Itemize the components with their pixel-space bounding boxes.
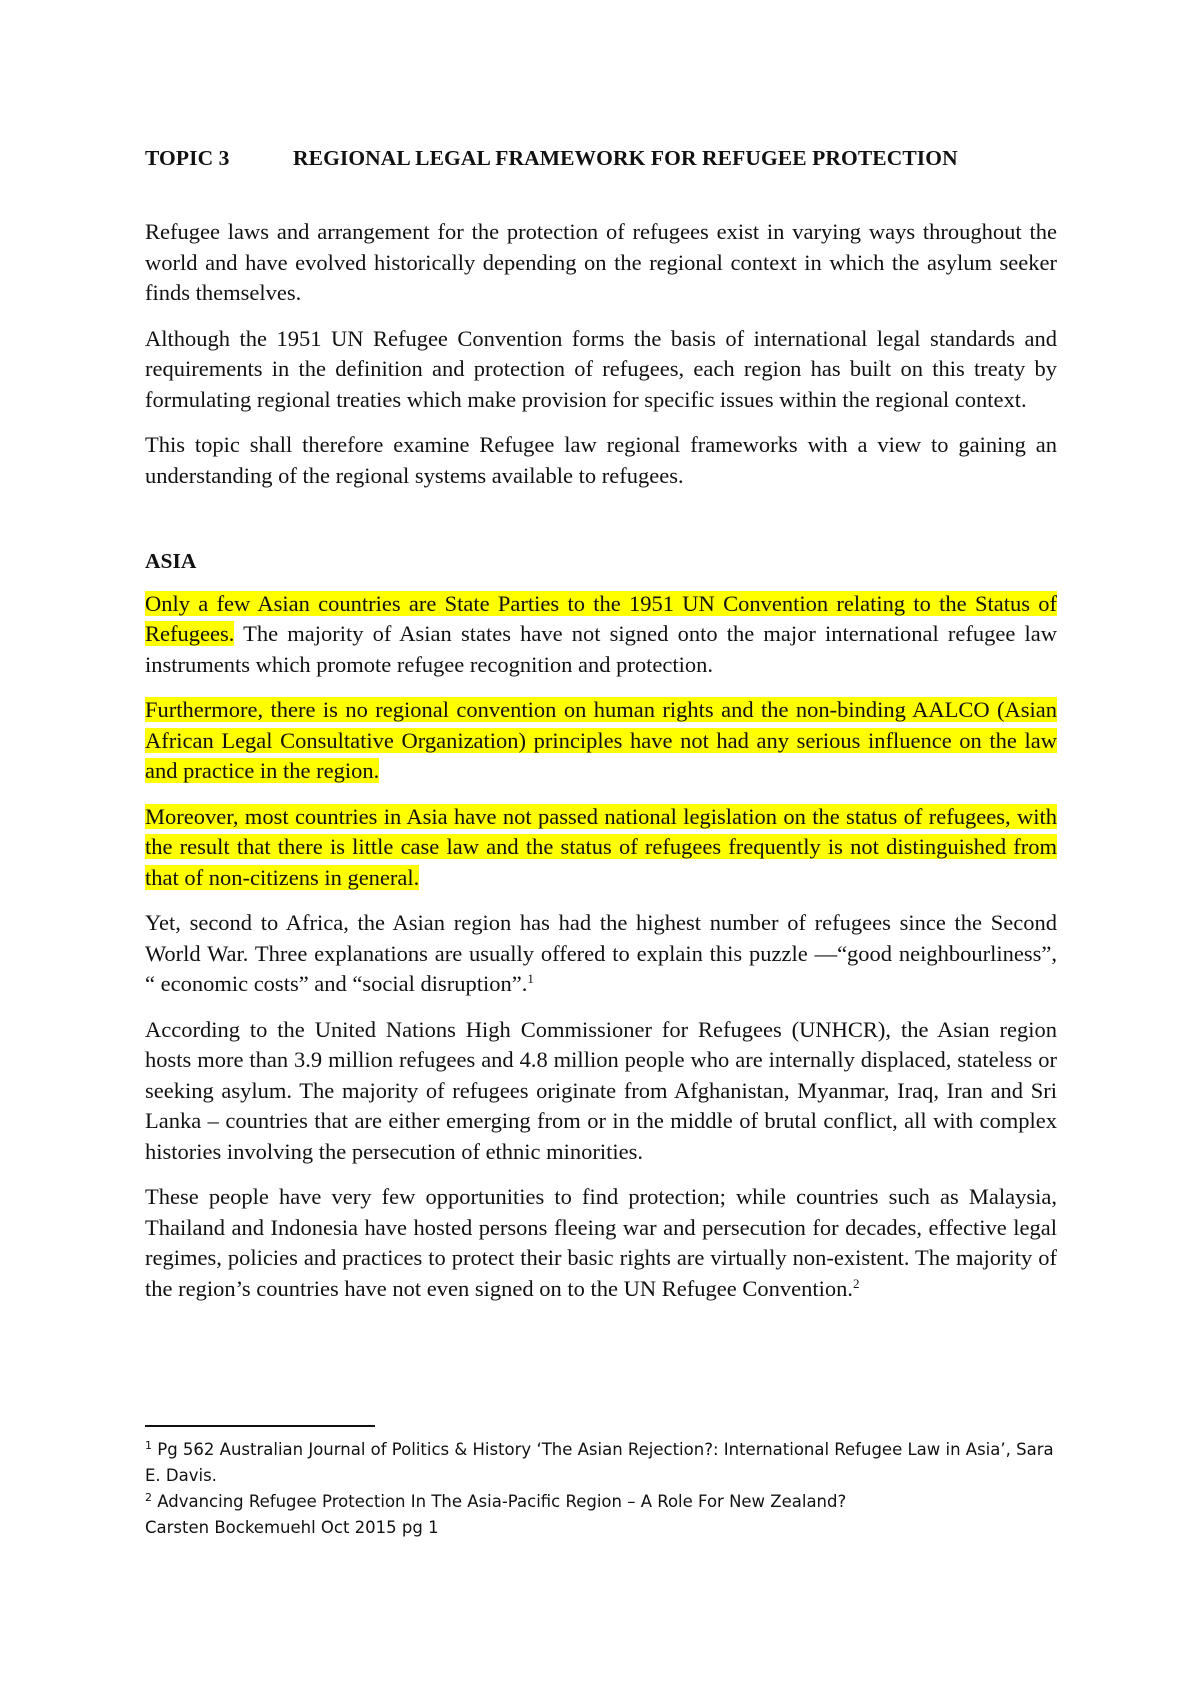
asia-paragraph-2	[145, 695, 1057, 787]
footnotes	[145, 1437, 1057, 1541]
spacer	[145, 506, 1057, 546]
intro-paragraph-3: This topic shall therefore examine Refugee law regional frameworks with a view to gaining an understanding of the regional systems available to refugees.	[145, 432, 1057, 488]
footnote-1	[145, 1437, 1057, 1489]
intro-paragraph-1: Refugee laws and arrangement for the protection of refugees exist in varying ways throughout the world and have evolved historically depending on the regional context in which the asylum seeker finds themselves.	[145, 219, 1057, 305]
topic-number: TOPIC 3	[145, 146, 230, 170]
topic-title: REGIONAL LEGAL FRAMEWORK FOR REFUGEE PROTECTION	[293, 146, 958, 170]
footnote-ref-1[interactable]: 1	[527, 971, 534, 986]
highlighted-text: Moreover, most countries in Asia have not passed national legislation on the status of refugees, with the result that there is little case law and the status of refugees frequently is not distinguished from that of non-citizens in general.	[145, 803, 1057, 890]
asia-paragraph-4	[145, 908, 1057, 1000]
paragraph-text: The majority of Asian states have not signed onto the major international refugee law instruments which promote refugee recognition and protection.	[145, 621, 1057, 677]
footnote-separator	[145, 1425, 375, 1427]
paragraph-text: These people have very few opportunities to find protection; while countries such as Malaysia, Thailand and Indonesia have hosted persons fleeing war and persecution for decades, effective legal regimes, policies and practices to protect their basic rights are virtually non-existent. The majority of the region’s countries have not even signed on to the UN Refugee Convention.	[145, 1184, 1057, 1301]
footnote-ref-2[interactable]: 2	[852, 1275, 860, 1291]
document-body	[145, 143, 1057, 1319]
asia-paragraph-1	[145, 589, 1057, 681]
highlighted-text: Only a few Asian countries are State Parties to the 1951 UN Convention relating to the Status of Refugees.	[145, 590, 1057, 646]
footnote-marker: 2	[145, 1491, 152, 1504]
footnote-marker: 1	[145, 1439, 152, 1452]
footnote-text: Pg 562 Australian Journal of Politics & History ‘The Asian Rejection?: International Refugee Law in Asia’, Sara E. Davis.	[145, 1440, 1054, 1485]
footnote-2	[145, 1489, 1057, 1541]
footnote-text: Advancing Refugee Protection In The Asia-Pacific Region – A Role For New Zealand?	[152, 1492, 847, 1511]
asia-paragraph-3	[145, 802, 1057, 894]
highlighted-text: Furthermore, there is no regional convention on human rights and the non-binding AALCO (Asian African Legal Consultative Organization) principles have not had any serious influence on the law and practice in the region.	[145, 697, 1057, 783]
topic-heading	[145, 143, 1057, 173]
paragraph-text: Yet, second to Africa, the Asian region has had the highest number of refugees since the Second World War. Three explanations are usually offered to explain this puzzle —“good neighbourliness”, “ economic costs” and “social disruption”.	[145, 910, 1057, 996]
asia-paragraph-5: According to the United Nations High Commissioner for Refugees (UNHCR), the Asian region hosts more than 3.9 million refugees and 4.8 million people who are internally displaced, stateless or seeking asylum. The majority of refugees originate from Afghanistan, Myanmar, Iraq, Iran and Sri Lanka – countries that are either emerging from or in the middle of brutal conflict, all with complex histories involving the persecution of ethnic minorities.	[145, 1016, 1057, 1164]
spacer	[145, 173, 1057, 217]
asia-paragraph-6	[145, 1182, 1057, 1304]
section-title-asia: ASIA	[145, 549, 197, 573]
intro-paragraph-2: Although the 1951 UN Refugee Convention forms the basis of international legal standards and requirements in the definition and protection of refugees, each region has built on this treaty by formulating regional treaties which make provision for specific issues within the regional context.	[145, 325, 1057, 412]
footnote-text-line-2: Carsten Bockemuehl Oct 2015 pg 1	[145, 1518, 439, 1537]
